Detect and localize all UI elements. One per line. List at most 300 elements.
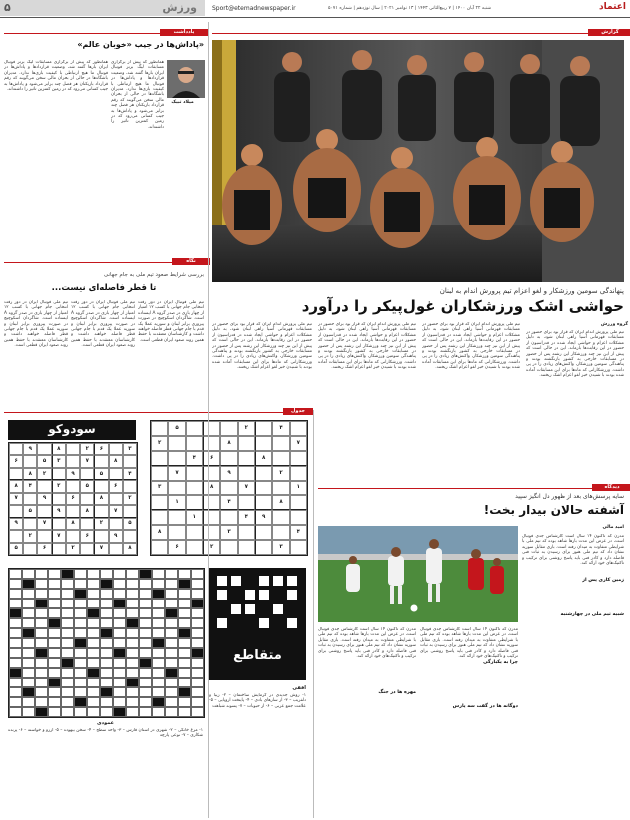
sudoku-cell[interactable]: ۳ <box>151 481 168 496</box>
crossword-cell[interactable] <box>191 589 204 599</box>
sudoku-cell[interactable]: ۴ <box>272 421 289 436</box>
sudoku-cell[interactable]: ۹ <box>220 466 237 481</box>
sudoku-cell[interactable]: ۱ <box>186 510 203 525</box>
crossword-cell[interactable] <box>165 618 178 628</box>
crossword-cell[interactable] <box>61 648 74 658</box>
crossword-cell[interactable] <box>152 618 165 628</box>
crossword-cell[interactable] <box>165 648 178 658</box>
crossword-cell[interactable] <box>87 648 100 658</box>
sudoku-cell[interactable] <box>9 443 23 455</box>
crossword-cell[interactable] <box>139 678 152 688</box>
crossword-cell[interactable] <box>139 608 152 618</box>
sudoku-cell[interactable] <box>238 495 255 510</box>
sudoku-cell[interactable]: ۷ <box>168 466 185 481</box>
crossword-cell[interactable] <box>126 648 139 658</box>
crossword-cell[interactable] <box>74 599 87 609</box>
sudoku-cell[interactable] <box>220 540 237 555</box>
crossword-cell[interactable] <box>178 638 191 648</box>
sudoku-cell[interactable] <box>290 495 307 510</box>
sudoku-cell[interactable]: ۵ <box>80 480 94 492</box>
crossword-cell[interactable] <box>74 678 87 688</box>
sudoku-cell[interactable]: ۶ <box>9 455 23 467</box>
crossword-cell[interactable] <box>35 668 48 678</box>
crossword-cell[interactable] <box>48 608 61 618</box>
crossword-cell[interactable] <box>74 579 87 589</box>
crossword-cell[interactable] <box>48 569 61 579</box>
sudoku-cell[interactable]: ۸ <box>9 480 23 492</box>
crossword-cell[interactable] <box>152 608 165 618</box>
sudoku-cell[interactable] <box>186 540 203 555</box>
sudoku-cell[interactable] <box>272 525 289 540</box>
crossword-cell[interactable] <box>48 687 61 697</box>
sudoku-cell[interactable] <box>80 468 94 480</box>
crossword-cell[interactable] <box>48 579 61 589</box>
crossword-cell[interactable] <box>178 697 191 707</box>
crossword-cell[interactable] <box>87 599 100 609</box>
sudoku-cell[interactable]: ۵ <box>9 543 23 555</box>
crossword-cell[interactable] <box>152 687 165 697</box>
crossword-cell[interactable] <box>9 589 22 599</box>
sudoku-cell[interactable]: ۹ <box>66 468 80 480</box>
crossword-cell[interactable] <box>126 599 139 609</box>
crossword-cell[interactable] <box>61 589 74 599</box>
crossword-cell[interactable] <box>35 658 48 668</box>
crossword-cell[interactable] <box>165 687 178 697</box>
sudoku-cell[interactable] <box>23 518 37 530</box>
sudoku-cell[interactable]: ۲ <box>52 480 66 492</box>
sudoku-left-grid[interactable] <box>8 442 138 556</box>
sudoku-cell[interactable] <box>220 510 237 525</box>
sudoku-cell[interactable] <box>94 505 108 517</box>
crossword-cell[interactable] <box>191 608 204 618</box>
sudoku-cell[interactable]: ۲ <box>203 540 220 555</box>
crossword-cell[interactable] <box>87 618 100 628</box>
crossword-cell[interactable] <box>61 697 74 707</box>
crossword-cell[interactable] <box>87 697 100 707</box>
crossword-cell[interactable] <box>126 697 139 707</box>
sudoku-cell[interactable]: ۴ <box>220 495 237 510</box>
sudoku-cell[interactable]: ۸ <box>80 505 94 517</box>
crossword-cell[interactable] <box>87 638 100 648</box>
crossword-cell[interactable] <box>9 687 22 697</box>
crossword-cell[interactable] <box>35 569 48 579</box>
sudoku-cell[interactable]: ۸ <box>220 436 237 451</box>
sudoku-cell[interactable]: ۸ <box>151 525 168 540</box>
sudoku-cell[interactable]: ۸ <box>52 443 66 455</box>
sudoku-cell[interactable]: ۵ <box>23 505 37 517</box>
sudoku-cell[interactable]: ۶ <box>80 530 94 542</box>
sudoku-cell[interactable]: ۳ <box>220 525 237 540</box>
sudoku-cell[interactable] <box>186 525 203 540</box>
crossword-cell[interactable] <box>61 628 74 638</box>
sudoku-cell[interactable] <box>52 468 66 480</box>
sudoku-cell[interactable]: ۹ <box>255 510 272 525</box>
crossword-cell[interactable] <box>35 687 48 697</box>
crossword-cell[interactable] <box>178 608 191 618</box>
crossword-cell[interactable] <box>139 648 152 658</box>
crossword-cell[interactable] <box>61 678 74 688</box>
crossword-cell[interactable] <box>9 599 22 609</box>
sudoku-cell[interactable] <box>255 495 272 510</box>
crossword-cell[interactable] <box>178 618 191 628</box>
sudoku-right-grid[interactable] <box>150 420 308 556</box>
sudoku-cell[interactable] <box>151 466 168 481</box>
crossword-cell[interactable] <box>61 618 74 628</box>
sudoku-cell[interactable] <box>220 451 237 466</box>
sudoku-cell[interactable] <box>151 540 168 555</box>
sudoku-cell[interactable]: ۹ <box>23 443 37 455</box>
crossword-cell[interactable] <box>178 707 191 717</box>
crossword-cell[interactable] <box>61 638 74 648</box>
sudoku-cell[interactable] <box>94 530 108 542</box>
sudoku-cell[interactable] <box>290 421 307 436</box>
sudoku-cell[interactable] <box>203 510 220 525</box>
crossword-cell[interactable] <box>61 579 74 589</box>
sudoku-cell[interactable] <box>203 436 220 451</box>
sudoku-cell[interactable] <box>168 525 185 540</box>
crossword-cell[interactable] <box>126 579 139 589</box>
sudoku-cell[interactable]: ۲ <box>123 493 137 505</box>
sudoku-cell[interactable] <box>238 451 255 466</box>
crossword-cell[interactable] <box>100 569 113 579</box>
crossword-cell[interactable] <box>113 589 126 599</box>
crossword-cell[interactable] <box>48 668 61 678</box>
sudoku-cell[interactable]: ۴ <box>238 510 255 525</box>
sudoku-cell[interactable] <box>238 540 255 555</box>
sudoku-cell[interactable]: ۷ <box>9 493 23 505</box>
crossword-cell[interactable] <box>152 658 165 668</box>
crossword-cell[interactable] <box>9 648 22 658</box>
sudoku-cell[interactable] <box>238 525 255 540</box>
crossword-cell[interactable] <box>48 599 61 609</box>
crossword-cell[interactable] <box>191 638 204 648</box>
sudoku-cell[interactable] <box>9 505 23 517</box>
sudoku-cell[interactable] <box>186 436 203 451</box>
crossword-cell[interactable] <box>48 648 61 658</box>
crossword-cell[interactable] <box>100 668 113 678</box>
crossword-cell[interactable] <box>100 608 113 618</box>
crossword-cell[interactable] <box>9 697 22 707</box>
sudoku-cell[interactable] <box>186 481 203 496</box>
crossword-cell[interactable] <box>152 678 165 688</box>
sudoku-cell[interactable] <box>168 481 185 496</box>
crossword-cell[interactable] <box>100 707 113 717</box>
crossword-cell[interactable] <box>126 658 139 668</box>
crossword-cell[interactable] <box>87 658 100 668</box>
sudoku-cell[interactable] <box>52 543 66 555</box>
sudoku-cell[interactable] <box>109 518 123 530</box>
crossword-cell[interactable] <box>113 668 126 678</box>
crossword-cell[interactable] <box>126 608 139 618</box>
crossword-cell[interactable] <box>87 687 100 697</box>
crossword-cell[interactable] <box>191 678 204 688</box>
crossword-cell[interactable] <box>61 608 74 618</box>
crossword-cell[interactable] <box>165 589 178 599</box>
email[interactable]: Sport@etemadnewspaper.ir <box>212 5 296 12</box>
sudoku-cell[interactable] <box>66 480 80 492</box>
crossword-cell[interactable] <box>9 678 22 688</box>
crossword-cell[interactable] <box>165 658 178 668</box>
crossword-cell[interactable] <box>178 569 191 579</box>
sudoku-cell[interactable]: ۸ <box>272 495 289 510</box>
crossword-cell[interactable] <box>191 618 204 628</box>
crossword-cell[interactable] <box>178 599 191 609</box>
crossword-cell[interactable] <box>9 707 22 717</box>
sudoku-cell[interactable]: ۶ <box>203 451 220 466</box>
crossword-cell[interactable] <box>113 687 126 697</box>
sudoku-cell[interactable] <box>255 436 272 451</box>
sudoku-cell[interactable]: ۹ <box>52 505 66 517</box>
sudoku-cell[interactable] <box>238 466 255 481</box>
crossword-cell[interactable] <box>165 599 178 609</box>
crossword-cell[interactable] <box>100 678 113 688</box>
sudoku-cell[interactable]: ۲ <box>94 518 108 530</box>
crossword-cell[interactable] <box>191 658 204 668</box>
crossword-cell[interactable] <box>113 638 126 648</box>
sudoku-cell[interactable] <box>23 543 37 555</box>
crossword-cell[interactable] <box>61 687 74 697</box>
sudoku-cell[interactable] <box>168 510 185 525</box>
sudoku-cell[interactable] <box>80 518 94 530</box>
crossword-cell[interactable] <box>113 697 126 707</box>
sudoku-cell[interactable] <box>151 495 168 510</box>
crossword-cell[interactable] <box>22 648 35 658</box>
crossword-cell[interactable] <box>139 628 152 638</box>
crossword-cell[interactable] <box>126 589 139 599</box>
crossword-cell[interactable] <box>139 618 152 628</box>
crossword-cell[interactable] <box>61 707 74 717</box>
sudoku-cell[interactable] <box>272 436 289 451</box>
crossword-cell[interactable] <box>113 608 126 618</box>
sudoku-cell[interactable]: ۸ <box>203 481 220 496</box>
crossword-cell[interactable] <box>22 668 35 678</box>
crossword-cell[interactable] <box>152 707 165 717</box>
crossword-cell[interactable] <box>87 678 100 688</box>
sudoku-cell[interactable] <box>80 493 94 505</box>
sudoku-cell[interactable] <box>109 443 123 455</box>
crossword-cell[interactable] <box>87 579 100 589</box>
sudoku-cell[interactable] <box>203 525 220 540</box>
crossword-cell[interactable] <box>74 658 87 668</box>
sudoku-cell[interactable] <box>220 481 237 496</box>
sudoku-cell[interactable] <box>109 493 123 505</box>
crossword-cell[interactable] <box>35 678 48 688</box>
sudoku-cell[interactable] <box>123 480 137 492</box>
crossword-cell[interactable] <box>113 618 126 628</box>
crossword-cell[interactable] <box>35 638 48 648</box>
crossword-cell[interactable] <box>191 687 204 697</box>
crossword-cell[interactable] <box>35 628 48 638</box>
sudoku-cell[interactable]: ۷ <box>290 436 307 451</box>
crossword-cell[interactable] <box>22 658 35 668</box>
crossword-cell[interactable] <box>22 589 35 599</box>
sudoku-cell[interactable]: ۴ <box>186 451 203 466</box>
crossword-cell[interactable] <box>9 658 22 668</box>
crossword-cell[interactable] <box>139 687 152 697</box>
sudoku-cell[interactable] <box>151 421 168 436</box>
sudoku-cell[interactable]: ۷ <box>80 455 94 467</box>
sudoku-cell[interactable]: ۲ <box>66 543 80 555</box>
sudoku-cell[interactable] <box>290 510 307 525</box>
crossword-cell[interactable] <box>126 707 139 717</box>
sudoku-cell[interactable] <box>255 525 272 540</box>
sudoku-cell[interactable]: ۷ <box>238 481 255 496</box>
crossword-cell[interactable] <box>178 648 191 658</box>
sudoku-cell[interactable]: ۲ <box>238 421 255 436</box>
sudoku-cell[interactable]: ۸ <box>109 455 123 467</box>
crossword-cell[interactable] <box>48 707 61 717</box>
sudoku-cell[interactable]: ۲ <box>23 530 37 542</box>
sudoku-cell[interactable] <box>186 421 203 436</box>
crossword-cell[interactable] <box>165 579 178 589</box>
sudoku-cell[interactable]: ۵ <box>37 455 51 467</box>
sudoku-cell[interactable]: ۶ <box>168 540 185 555</box>
crossword-cell[interactable] <box>126 628 139 638</box>
sudoku-cell[interactable]: ۳ <box>123 443 137 455</box>
crossword-cell[interactable] <box>165 569 178 579</box>
crossword-cell[interactable] <box>74 707 87 717</box>
sudoku-cell[interactable] <box>37 443 51 455</box>
sudoku-cell[interactable]: ۴ <box>23 480 37 492</box>
sudoku-cell[interactable] <box>168 451 185 466</box>
crossword-cell[interactable] <box>74 618 87 628</box>
sudoku-cell[interactable] <box>66 455 80 467</box>
crossword-cell[interactable] <box>9 638 22 648</box>
crossword-cell[interactable] <box>22 569 35 579</box>
sudoku-cell[interactable]: ۸ <box>23 468 37 480</box>
sudoku-cell[interactable] <box>123 505 137 517</box>
sudoku-cell[interactable] <box>220 421 237 436</box>
sudoku-cell[interactable] <box>168 436 185 451</box>
sudoku-cell[interactable] <box>123 530 137 542</box>
sudoku-cell[interactable] <box>66 530 80 542</box>
sudoku-cell[interactable] <box>290 540 307 555</box>
sudoku-cell[interactable] <box>203 495 220 510</box>
crossword-cell[interactable] <box>191 707 204 717</box>
crossword-cell[interactable] <box>48 697 61 707</box>
crossword-cell[interactable] <box>35 589 48 599</box>
sudoku-cell[interactable] <box>94 455 108 467</box>
crossword-cell[interactable] <box>113 569 126 579</box>
crossword-cell[interactable] <box>139 579 152 589</box>
crossword-cell[interactable] <box>165 678 178 688</box>
sudoku-cell[interactable]: ۳ <box>52 455 66 467</box>
crossword-cell[interactable] <box>191 697 204 707</box>
crossword-cell[interactable] <box>191 569 204 579</box>
sudoku-cell[interactable] <box>238 436 255 451</box>
sudoku-cell[interactable] <box>255 466 272 481</box>
crossword-cell[interactable] <box>22 618 35 628</box>
crossword-cell[interactable] <box>165 628 178 638</box>
crossword-cell[interactable] <box>139 589 152 599</box>
crossword-cell[interactable] <box>139 668 152 678</box>
sudoku-cell[interactable] <box>52 518 66 530</box>
crossword-cell[interactable] <box>152 569 165 579</box>
sudoku-cell[interactable] <box>80 543 94 555</box>
crossword-cell[interactable] <box>9 628 22 638</box>
crossword-cell[interactable] <box>61 668 74 678</box>
crossword-cell[interactable] <box>9 579 22 589</box>
sudoku-cell[interactable] <box>66 505 80 517</box>
crossword-cell[interactable] <box>87 589 100 599</box>
sudoku-cell[interactable] <box>37 480 51 492</box>
sudoku-cell[interactable]: ۳ <box>272 540 289 555</box>
sudoku-cell[interactable] <box>123 455 137 467</box>
crossword-cell[interactable] <box>178 589 191 599</box>
sudoku-cell[interactable]: ۶ <box>94 443 108 455</box>
crossword-cell[interactable] <box>126 687 139 697</box>
crossword-cell[interactable] <box>152 668 165 678</box>
sudoku-cell[interactable] <box>255 540 272 555</box>
sudoku-cell[interactable]: ۶ <box>37 543 51 555</box>
sudoku-cell[interactable] <box>66 443 80 455</box>
sudoku-cell[interactable]: ۲ <box>37 468 51 480</box>
crossword-cell[interactable] <box>87 707 100 717</box>
crossword-cell[interactable] <box>35 608 48 618</box>
crossword-cell[interactable] <box>165 638 178 648</box>
sudoku-cell[interactable]: ۸ <box>123 543 137 555</box>
sudoku-cell[interactable]: ۱ <box>168 495 185 510</box>
crossword-cell[interactable] <box>74 687 87 697</box>
sudoku-cell[interactable] <box>94 480 108 492</box>
sudoku-cell[interactable]: ۸ <box>66 518 80 530</box>
sudoku-cell[interactable] <box>9 530 23 542</box>
crossword-cell[interactable] <box>191 579 204 589</box>
sudoku-cell[interactable] <box>272 481 289 496</box>
crossword-cell[interactable] <box>100 589 113 599</box>
sudoku-cell[interactable]: ۹ <box>37 493 51 505</box>
sudoku-cell[interactable]: ۸ <box>255 451 272 466</box>
crossword-cell[interactable] <box>35 579 48 589</box>
crossword-cell[interactable] <box>74 569 87 579</box>
crossword-cell[interactable] <box>126 569 139 579</box>
crossword-cell[interactable] <box>100 638 113 648</box>
crossword-cell[interactable] <box>9 618 22 628</box>
crossword-cell[interactable] <box>22 707 35 717</box>
crossword-cell[interactable] <box>139 707 152 717</box>
crossword-cell[interactable] <box>139 599 152 609</box>
crossword-cell[interactable] <box>178 668 191 678</box>
crossword-cell[interactable] <box>126 668 139 678</box>
sudoku-cell[interactable] <box>37 505 51 517</box>
crossword-cell[interactable] <box>113 628 126 638</box>
sudoku-cell[interactable] <box>272 451 289 466</box>
sudoku-cell[interactable]: ۹ <box>109 530 123 542</box>
crossword-cell[interactable] <box>74 668 87 678</box>
crossword-cell[interactable] <box>9 569 22 579</box>
sudoku-cell[interactable] <box>52 493 66 505</box>
sudoku-cell[interactable]: ۶ <box>109 480 123 492</box>
sudoku-cell[interactable]: ۵ <box>94 468 108 480</box>
sudoku-cell[interactable]: ۶ <box>66 493 80 505</box>
sudoku-cell[interactable]: ۸ <box>94 493 108 505</box>
crossword-cell[interactable] <box>35 618 48 628</box>
sudoku-cell[interactable] <box>151 451 168 466</box>
crossword-cell[interactable] <box>87 569 100 579</box>
crossword-cell[interactable] <box>74 628 87 638</box>
sudoku-cell[interactable] <box>290 451 307 466</box>
crossword-cell[interactable] <box>178 658 191 668</box>
crossword-cell[interactable] <box>152 628 165 638</box>
sudoku-cell[interactable] <box>23 455 37 467</box>
sudoku-cell[interactable]: ۵ <box>168 421 185 436</box>
sudoku-cell[interactable]: ۷ <box>37 518 51 530</box>
crossword-cell[interactable] <box>113 678 126 688</box>
sudoku-cell[interactable]: ۷ <box>52 530 66 542</box>
sudoku-cell[interactable] <box>109 543 123 555</box>
crossword-cell[interactable] <box>35 697 48 707</box>
sudoku-cell[interactable] <box>9 468 23 480</box>
